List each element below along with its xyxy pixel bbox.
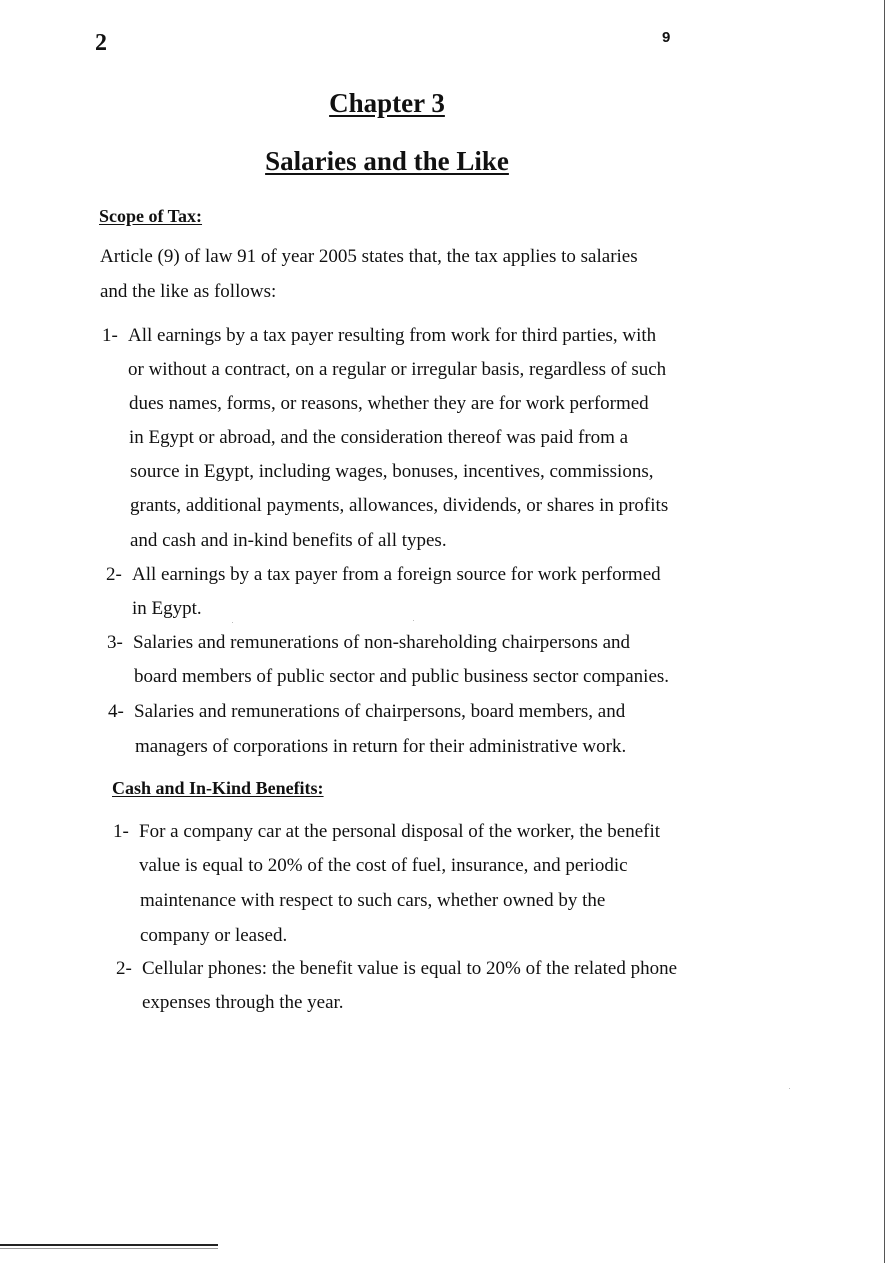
scope-item-line: managers of corporations in return for their administrative work. [135, 736, 627, 757]
page-mark: 2 [95, 30, 107, 56]
scan-speck [413, 620, 414, 621]
benefit-item-line: expenses through the year. [142, 992, 344, 1013]
scope-item-line: and cash and in-kind benefits of all types. [130, 530, 447, 551]
scope-intro-line: and the like as follows: [100, 281, 277, 302]
scope-item-line: source in Egypt, including wages, bonuses, incentives, commissions, [130, 461, 654, 482]
footnote-rule-shadow [0, 1248, 218, 1249]
benefit-item-line: For a company car at the personal disposal of the worker, the benefit [139, 821, 661, 842]
right-margin-rule [884, 0, 885, 1263]
scope-heading: Scope of Tax: [99, 206, 203, 226]
scope-item-line: dues names, forms, or reasons, whether they are for work performed [129, 393, 649, 414]
scope-item-number: 4- [108, 701, 124, 722]
benefit-item-line: Cellular phones: the benefit value is equal to 20% of the related phone [142, 958, 677, 979]
benefit-item-line: company or leased. [140, 925, 288, 946]
scope-item-line: in Egypt. [132, 598, 202, 619]
scope-item-line: in Egypt or abroad, and the consideration thereof was paid from a [129, 427, 629, 448]
scope-item-number: 1- [102, 325, 118, 346]
benefit-item-number: 1- [113, 821, 129, 842]
scope-intro-line: Article (9) of law 91 of year 2005 states that, the tax applies to salaries [100, 246, 638, 267]
scope-item-line: or without a contract, on a regular or irregular basis, regardless of such [128, 359, 667, 380]
benefit-item-line: value is equal to 20% of the cost of fuel, insurance, and periodic [139, 855, 628, 876]
scan-speck [789, 1088, 790, 1089]
scope-item-number: 3- [107, 632, 123, 653]
scope-item-line: All earnings by a tax payer resulting from work for third parties, with [128, 325, 657, 346]
scope-item-line: grants, additional payments, allowances, dividends, or shares in profits [130, 495, 669, 516]
benefit-item-number: 2- [116, 958, 132, 979]
scope-item-number: 2- [106, 564, 122, 585]
footnote-rule [0, 1244, 218, 1246]
benefits-heading: Cash and In-Kind Benefits: [112, 778, 324, 798]
scope-item-line: Salaries and remunerations of chairpersons, board members, and [134, 701, 626, 722]
benefit-item-line: maintenance with respect to such cars, whether owned by the [140, 890, 606, 911]
scope-item-line: Salaries and remunerations of non-shareholding chairpersons and [133, 632, 631, 653]
scope-item-line: board members of public sector and public business sector companies. [134, 666, 670, 687]
scope-item-line: All earnings by a tax payer from a foreign source for work performed [132, 564, 661, 585]
page-number: 9 [662, 29, 671, 46]
chapter-subtitle: Salaries and the Like [265, 146, 509, 176]
chapter-title: Chapter 3 [329, 88, 445, 118]
scan-speck [232, 622, 233, 623]
